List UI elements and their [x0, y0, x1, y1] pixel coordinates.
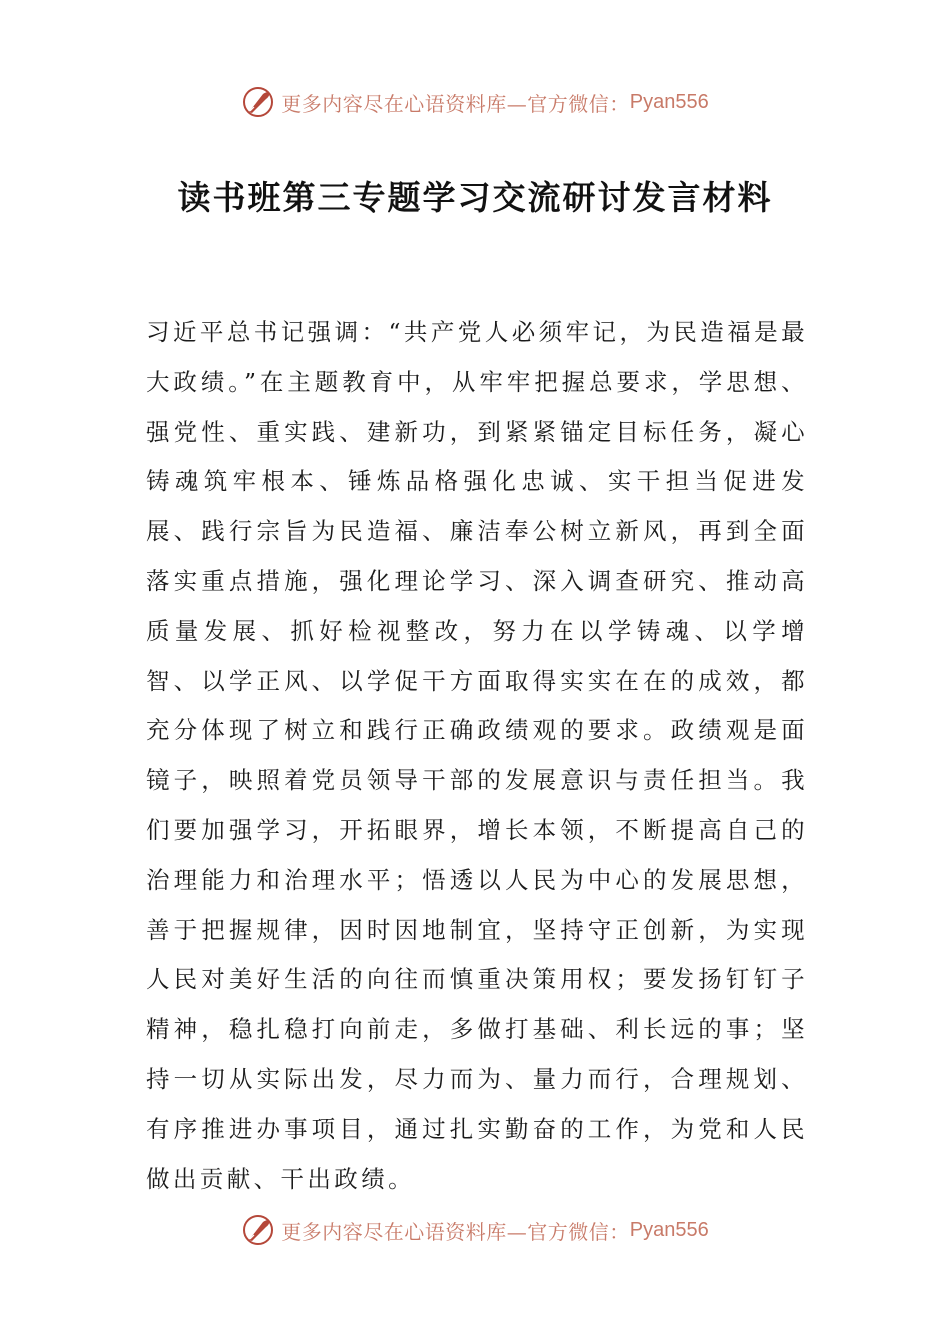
footer-watermark-banner — [0, 1208, 950, 1252]
quill-pen-logo-icon — [241, 1213, 275, 1247]
document-title: 读书班第三专题学习交流研讨发言材料 — [177, 178, 773, 217]
header-watermark-banner — [0, 80, 950, 124]
footer-banner-text: 更多内容尽在心语资料库—官方微信： — [281, 1219, 630, 1244]
header-banner-text: 更多内容尽在心语资料库—官方微信： — [281, 91, 630, 116]
quill-pen-logo-icon — [241, 85, 275, 119]
footer-banner-handle: Pyan556 — [629, 1218, 709, 1241]
header-banner-handle: Pyan556 — [629, 90, 709, 113]
body-paragraph: 习近平总书记强调：“共产党人必须牢记，为民造福是最大政绩。”在主题教育中，从牢牢把握总要求，学思想、强党性、重实践、建新功，到紧紧锚定目标任务，凝心铸魂筑牢根本、锤炼品格强化忠诚、实干担当促进发展、践行宗旨为民造福、廉洁奉公树立新风，再到全面落实重点措施，强化理论学习、深入调查研究、推动高质量发展、抓好检视整改，努力在以学铸魂、以学增智、以学正风、以学促干方面取得实实在在的成效，都充分体现了树立和践行正确政绩观的要求。政绩观是面镜子，映照着党员领导干部的发展意识与责任担当。我们要加强学习，开拓眼界，增长本领，不断提高自己的治理能力和治理水平；悟透以人民为中心的发展思想，善于把握规律，因时因地制宜，坚持守正创新，为实现人民对美好生活的向往而慎重决策用权；要发扬钉钉子精神，稳扎稳打向前走，多做打基础、利长远的事；坚持一切从实际出发，尽力而为、量力而行，合理规划、有序推进办事项目，通过扎实勤奋的工作，为党和人民做出贡献、干出政绩。 — [146, 318, 808, 1193]
